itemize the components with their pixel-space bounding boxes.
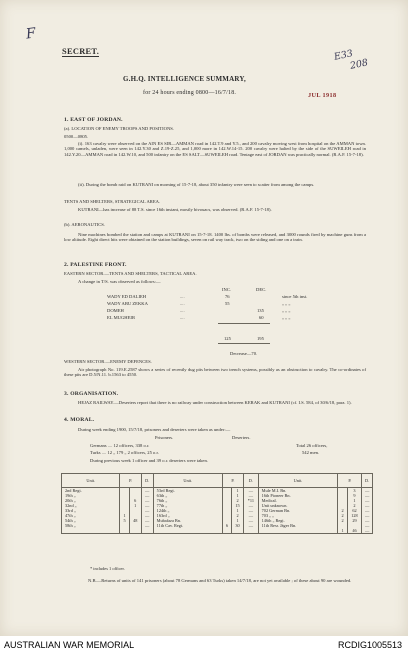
unit-cell: 20th „ [62,498,120,503]
unit-cell: Unit unknown. [258,503,338,508]
count-cell: — [141,523,153,528]
tents-row-dots: .... [180,294,185,299]
count-cell [129,528,141,534]
count-cell: 2 [338,518,347,523]
count-cell: 1 [232,508,244,513]
count-cell: 62 [347,508,362,513]
count-cell: 2 [347,503,362,508]
count-cell: — [244,493,259,498]
col-deserters: Deserters. [232,435,251,440]
count-cell: — [141,488,153,494]
count-cell: — [141,503,153,508]
section-1b-heading: (b). AERONAUTICS. [64,222,105,227]
tents-row-note: since 5th inst. [282,294,308,299]
count-cell: — [141,498,153,503]
count-cell: — [244,518,259,523]
decrease-line: Decrease—70. [230,351,258,356]
unit-cell: 63th „ [153,493,222,498]
tents-row-inc: 76 [225,294,230,299]
nb-paragraph: N.B.—Returns of units of 141 prisoners (about 78 Germans and 63 Turks) taken 14/7/18, are not yet available ; of these about 90 are wounded. [88,578,352,583]
count-cell: 5 [120,518,129,523]
header-p: P. [338,474,362,488]
header-p: P. [222,474,243,488]
germans-total: Total 26 officers, [296,443,328,448]
classification: SECRET. [62,47,100,56]
count-cell: — [141,513,153,518]
count-cell [232,528,244,534]
unit-cell: 19th „ [62,493,120,498]
unit-cell: 76th „ [153,498,222,503]
document-subtitle: for 24 hours ending 0800—16/7/18. [143,90,237,96]
totals-rule-bottom [218,343,270,344]
margin-mark: F [24,25,37,43]
tents-heading: TENTS AND SHELTERS, STRATEGICAL AREA. [64,199,161,204]
aeronautics-paragraph: Nine machines bombed the station and camps at KUTRANI on 15-7-18. 1400 lbs. of bombs were released, and 3000 rounds fired by machine guns from a low altitude. Eight direct hits were obtained on the station buildings, seven on rail way track, two on the siding and one on a train. [64,232,366,243]
total-dec: 195 [257,336,264,341]
unit-cell: 16th Pioneer Bn. [258,493,338,498]
count-cell [120,528,129,534]
count-cell: — [244,508,259,513]
unit-cell: Mubafaza Bn. [153,518,222,523]
count-cell: — [244,513,259,518]
unit-cell: 702 German Bn. [258,508,338,513]
count-cell: 9 [347,493,362,498]
section-1a-paragraph-2: (ii). During the bomb raid on KUTRANI on morning of 15-7-18, about 350 infantry were seen to scatter from among the camps. [78,182,315,187]
change-line: A change in T/S. was observed as follows:— [78,279,161,284]
unit-cell: 47th „ [62,513,120,518]
tents-row-note: „ „ „ [282,315,291,320]
count-cell: 1 [232,518,244,523]
reference-number-top: E33 [333,48,354,63]
moral-intro: During week ending 1900, 15/7/18, prisoners and deserters were taken as under:— [78,427,231,432]
count-cell: 1 [129,503,141,508]
count-cell: 46 [347,528,362,534]
count-cell: 128 [347,513,362,518]
count-cell: — [141,493,153,498]
count-cell: 48 [129,518,141,523]
unit-cell [258,528,338,534]
unit-cell: 53rd Regt. [153,488,222,494]
count-cell: — [244,523,259,528]
tents-row-inc: 55 [225,301,230,306]
unit-cell: 124th „ [153,508,222,513]
section-1a-time: 0500—0805. [64,134,89,139]
count-cell: — [362,518,373,523]
table-header-row [62,474,373,488]
section-3-heading: 3. ORGANISATION. [64,391,119,397]
footnote: * includes 1 officer. [90,566,125,571]
col-prisoners: Prisoners. [155,435,174,440]
eastern-sector-heading: EASTERN SECTOR.—TENTS AND SHELTERS, TACTICAL AREA. [64,271,197,276]
count-cell: — [362,513,373,518]
tents-row-dec: 60 [259,315,264,320]
count-cell: 3 [347,488,362,494]
count-cell: — [141,508,153,513]
count-cell: 29 [347,518,362,523]
unit-cell: 163rd „ [153,513,222,518]
unit-cell: Mule M.I. Bn. [258,488,338,494]
count-cell: — [362,508,373,513]
header-d: D. [141,474,153,488]
unit-cell: 33rd „ [62,508,120,513]
tents-row-dots: .... [180,308,185,313]
section-2-heading: 2. PALESTINE FRONT. [64,262,127,268]
turks-line: Turks .... 12 „ 179 „ 2 officers, 25 o.r. [90,450,159,455]
col-inc: INC. [222,287,232,292]
section-4-heading: 4. MORAL. [64,417,95,423]
footer-right: RCDIG1005513 [337,640,402,650]
germans-line: Germans .... 12 officers, 338 o.r. [90,443,150,448]
tents-row-dec: 135 [257,308,264,313]
previous-week-line: During previous week 1 officer and 39 o.r. deserters were taken. [90,458,208,463]
count-cell: — [141,518,153,523]
count-cell: — [362,493,373,498]
col-dec: DEC. [256,287,267,292]
section-1a-heading: (a). LOCATION OF ENEMY TROOPS AND POSITIONS. [64,126,174,131]
total-inc: 125 [224,336,231,341]
count-cell: — [362,488,373,494]
header-p: P. [120,474,141,488]
unit-cell: 32nd „ [62,503,120,508]
header-unit: Unit. [153,474,222,488]
unit-cell [153,528,222,534]
tents-row-place: WADY ED DALIEH [107,294,147,299]
date-stamp: JUL 1918 [308,92,337,99]
tents-row-place: DOMEH [107,308,124,313]
section-1-heading: 1. EAST OF JORDAN. [64,117,123,123]
turks-total: 542 men. [302,450,320,455]
header-d: D. [244,474,259,488]
count-cell: — [362,503,373,508]
tents-row-dots: .... [180,301,185,306]
unit-cell: 146th „ Regt. [258,518,338,523]
count-cell: — [362,523,373,528]
moral-units-table [61,473,373,534]
unit-cell: 58th „ [62,523,120,528]
tents-paragraph: KUTRANI—has increase of 88 T.S. since 16th instant, mostly bivouacs, was observed. (R.A.F. 15-7-18). [78,207,272,212]
reference-number-bottom: 208 [349,57,370,72]
count-cell: — [362,528,373,534]
count-cell: — [244,503,259,508]
tents-row-place: WADY ABU ZEKKA [107,301,148,306]
section-3-paragraph: HEJAZ RAILWAY.—Deserters report that there is no railway under construction between KERAK and KUTRANI (cf. I.S. 584, of 30/6/18, para. 1). [78,400,352,405]
count-cell: 2 [338,508,347,513]
count-cell [244,528,259,534]
count-cell [141,528,153,534]
unit-cell: 2nd Regt. [62,488,120,494]
western-sector-heading: WESTERN SECTOR.—ENEMY DEFENCES. [64,359,152,364]
count-cell: 2 [338,513,347,518]
count-cell: 15 [232,503,244,508]
header-unit: Unit. [258,474,338,488]
count-cell: 1 [232,493,244,498]
count-cell: 1 [338,528,347,534]
header-unit: Unit. [62,474,120,488]
unit-cell: 703 „ „ [258,513,338,518]
count-cell: 6 [129,498,141,503]
unit-cell: 77th „ [153,503,222,508]
count-cell: 30 [232,523,244,528]
archive-footer [0,636,408,654]
count-cell: *11 [244,498,259,503]
unit-cell [62,528,120,534]
unit-cell: Medical. [258,498,338,503]
count-cell: 6 [222,523,231,528]
count-cell: 1 [120,513,129,518]
tents-row-dots: .... [180,315,185,320]
count-cell: 2 [232,498,244,503]
western-sector-paragraph: Air photograph No. 119.E.2587 shows a series of recently dug pits between two trench systems, possibly as an obstruction to cavalry. The co-ordinates of these pits are D.5/N.11. b.1563 to 4550. [64,367,366,378]
tents-row-note: „ „ „ [282,301,291,306]
section-1a-paragraph-1: (i). 163 cavalry were observed on the AIN ES SIR—AMMAN road in 142.T.9 and Y.5., and 200 cavalry moving west from hospital on the AMMAN town. 1,000 camels, unladen, were seen in 142.Y.30 and Z.19-Z.25, and 1,000 more in 142.W.14-15. 200 cavalry were halted by the side of the SUWEILEH road in 142.Y.20—AMMAN road in 142.W.10, and 500 infantry on the ES SALT—SUWEILEH road. Tentage east of JORDAN was practically normal. (R.A.F. 15-7-18). [64,141,366,157]
unit-cell: 11th Resr. Jäger Bn. [258,523,338,528]
count-cell [222,528,231,534]
table-row [62,528,373,534]
count-cell: — [244,488,259,494]
footer-left: AUSTRALIAN WAR MEMORIAL [4,640,135,650]
count-cell: — [362,498,373,503]
unit-cell: 54th „ [62,518,120,523]
header-d: D. [362,474,373,488]
tents-row-place: EL MUGHEIR [107,315,136,320]
totals-rule [218,323,270,324]
count-cell: 2 [232,513,244,518]
count-cell: 1 [347,498,362,503]
document-title: G.H.Q. INTELLIGENCE SUMMARY, [123,75,246,83]
unit-cell: 11th Cav. Regt. [153,523,222,528]
tents-row-note: „ „ „ [282,308,291,313]
count-cell: 1 [232,488,244,494]
